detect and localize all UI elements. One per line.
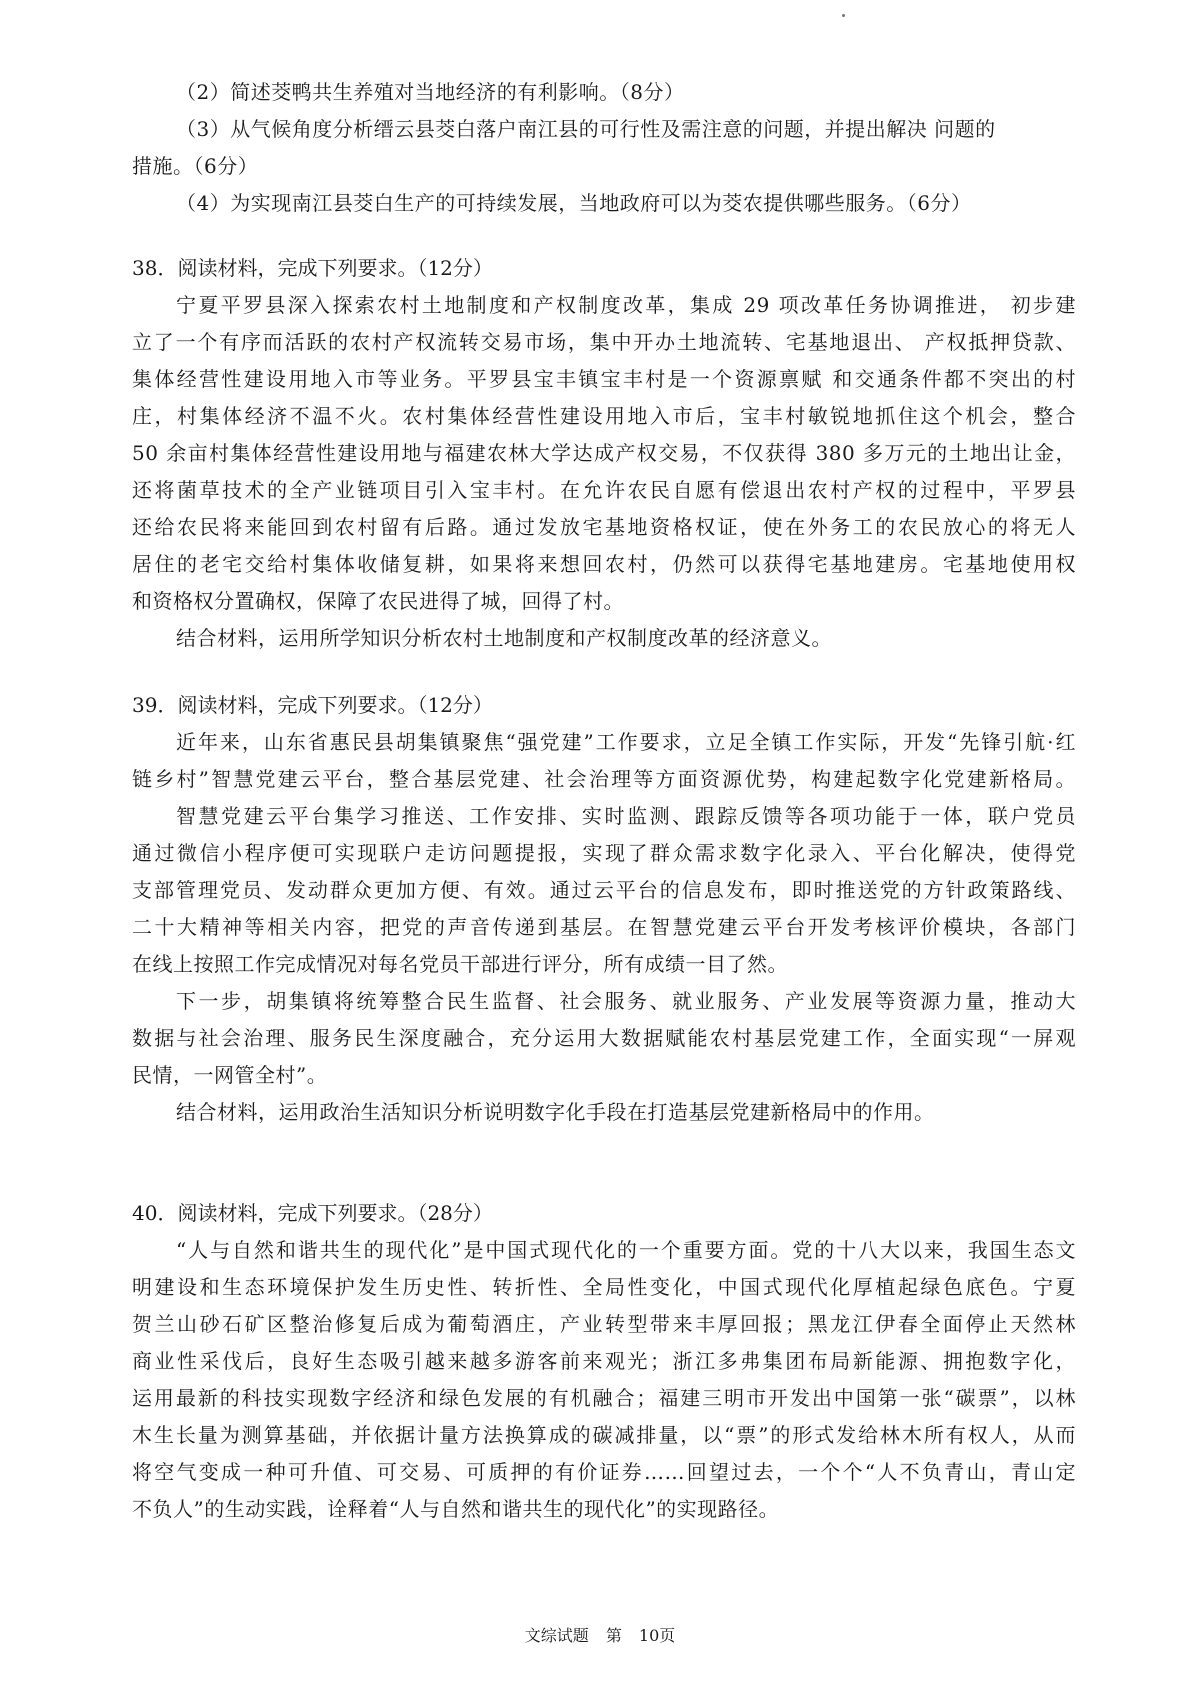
question-40-text-line: 商业性采伐后，良好生态吸引越来越多游客前来观光；浙江多弗集团布局新能源、拥抱数字化， (132, 1349, 1076, 1373)
question-38-task: 结合材料，运用所学知识分析农村土地制度和产权制度改革的经济意义。 (176, 626, 832, 650)
question-40-text-line: 木生长量为测算基础，并依据计量方法换算成的碳减排量，以“票”的形式发给林木所有权人，从而 (132, 1423, 1076, 1447)
question-38-text-line: 50 余亩村集体经营性建设用地与福建农林大学达成产权交易，不仅获得 380 多万元的土地出让金， (132, 441, 1076, 465)
question-39-task: 结合材料，运用政治生活知识分析说明数字化手段在打造基层党建新格局中的作用。 (176, 1100, 935, 1124)
sub-question-3-line-1: （3）从气候角度分析缙云县茭白落户南江县的可行性及需注意的问题，并提出解决 问题的 (176, 117, 996, 141)
question-38-text-line: 宁夏平罗县深入探索农村土地制度和产权制度改革，集成 29 项改革任务协调推进， 初步建 (176, 293, 1076, 317)
question-38-text-line: 居住的老宅交给村集体收储复耕，如果将来想回农村，仍然可以获得宅基地建房。宅基地使用权 (132, 552, 1076, 576)
sub-question-4: （4）为实现南江县茭白生产的可持续发展，当地政府可以为茭农提供哪些服务。（6分） (176, 191, 972, 215)
footer-subject: 文综试题 (524, 1626, 589, 1645)
question-39 (132, 687, 1076, 1131)
question-39-text-line: 在线上按照工作完成情况对每名党员干部进行评分，所有成绩一目了然。 (132, 952, 788, 976)
question-38-text-line: 和资格权分置确权，保障了农民进得了城，回得了村。 (132, 589, 624, 613)
question-39-heading: 39．阅读材料，完成下列要求。（12分） (132, 693, 493, 717)
question-40-heading: 40．阅读材料，完成下列要求。（28分） (132, 1201, 493, 1225)
question-39-text-line: 数据与社会治理、服务民生深度融合，充分运用大数据赋能农村基层党建工作，全面实现“一屏观 (132, 1026, 1076, 1050)
question-40-text-line: 运用最新的科技实现数字经济和绿色发展的有机融合；福建三明市开发出中国第一张“碳票”，以林 (132, 1386, 1076, 1410)
question-39-text-line: 民情，一网管全村”。 (132, 1063, 328, 1087)
question-40-text-line: “人与自然和谐共生的现代化”是中国式现代化的一个重要方面。党的十八大以来，我国生态文 (176, 1238, 1076, 1262)
question-39-text-line: 支部管理党员、发动群众更加方便、有效。通过云平台的信息发布，即时推送党的方针政策路线、 (132, 878, 1076, 902)
question-38 (132, 250, 1076, 657)
scan-mark (842, 14, 845, 17)
question-39-text-line: 链乡村”智慧党建云平台，整合基层党建、社会治理等方面资源优势，构建起数字化党建新格局。 (132, 767, 1076, 791)
question-38-text-line: 还将菌草技术的全产业链项目引入宝丰村。在允许农民自愿有偿退出农村产权的过程中，平罗县 (132, 478, 1076, 502)
question-39-text-line: 近年来，山东省惠民县胡集镇聚焦“强党建”工作要求，立足全镇工作实际，开发“先锋引航·红 (176, 730, 1076, 754)
question-40-text-line: 明建设和生态环境保护发生历史性、转折性、全局性变化，中国式现代化厚植起绿色底色。宁夏 (132, 1275, 1076, 1299)
sub-question-3-line-2: 措施。（6分） (132, 154, 259, 178)
question-39-text-line: 智慧党建云平台集学习推送、工作安排、实时监测、跟踪反馈等各项功能于一体，联户党员 (176, 804, 1076, 828)
page-content (132, 74, 1076, 1528)
question-39-text-line: 下一步，胡集镇将统筹整合民生监督、社会服务、就业服务、产业发展等资源力量，推动大 (176, 989, 1076, 1013)
question-40 (132, 1195, 1076, 1528)
question-40-text-line: 贺兰山砂石矿区整治修复后成为葡萄酒庄，产业转型带来丰厚回报；黑龙江伊春全面停止天然林 (132, 1312, 1076, 1336)
question-38-text-line: 立了一个有序而活跃的农村产权流转交易市场，集中开办土地流转、宅基地退出、 产权抵押贷款、 (132, 330, 1076, 354)
question-38-heading: 38．阅读材料，完成下列要求。（12分） (132, 256, 493, 280)
question-39-text-line: 通过微信小程序便可实现联户走访问题提报，实现了群众需求数字化录入、平台化解决，使得党 (132, 841, 1076, 865)
page-footer (0, 1623, 1200, 1646)
question-39-text-line: 二十大精神等相关内容，把党的声音传递到基层。在智慧党建云平台开发考核评价模块，各部门 (132, 915, 1076, 939)
question-38-text-line: 还给农民将来能回到农村留有后路。通过发放宅基地资格权证，使在外务工的农民放心的将无人 (132, 515, 1076, 539)
footer-page-number: 第 10页 (605, 1626, 676, 1645)
question-40-text-line: 将空气变成一种可升值、可交易、可质押的有价证券……回望过去，一个个“人不负青山，青山定 (132, 1460, 1076, 1484)
question-40-text-line: 不负人”的生动实践，诠释着“人与自然和谐共生的现代化”的实现路径。 (132, 1497, 780, 1521)
sub-question-2: （2）简述茭鸭共生养殖对当地经济的有利影响。（8分） (176, 80, 685, 104)
question-38-text-line: 集体经营性建设用地入市等业务。平罗县宝丰镇宝丰村是一个资源禀赋 和交通条件都不突出的村 (132, 367, 1076, 391)
question-38-text-line: 庄，村集体经济不温不火。农村集体经营性建设用地入市后，宝丰村敏锐地抓住这个机会，整合 (132, 404, 1076, 428)
